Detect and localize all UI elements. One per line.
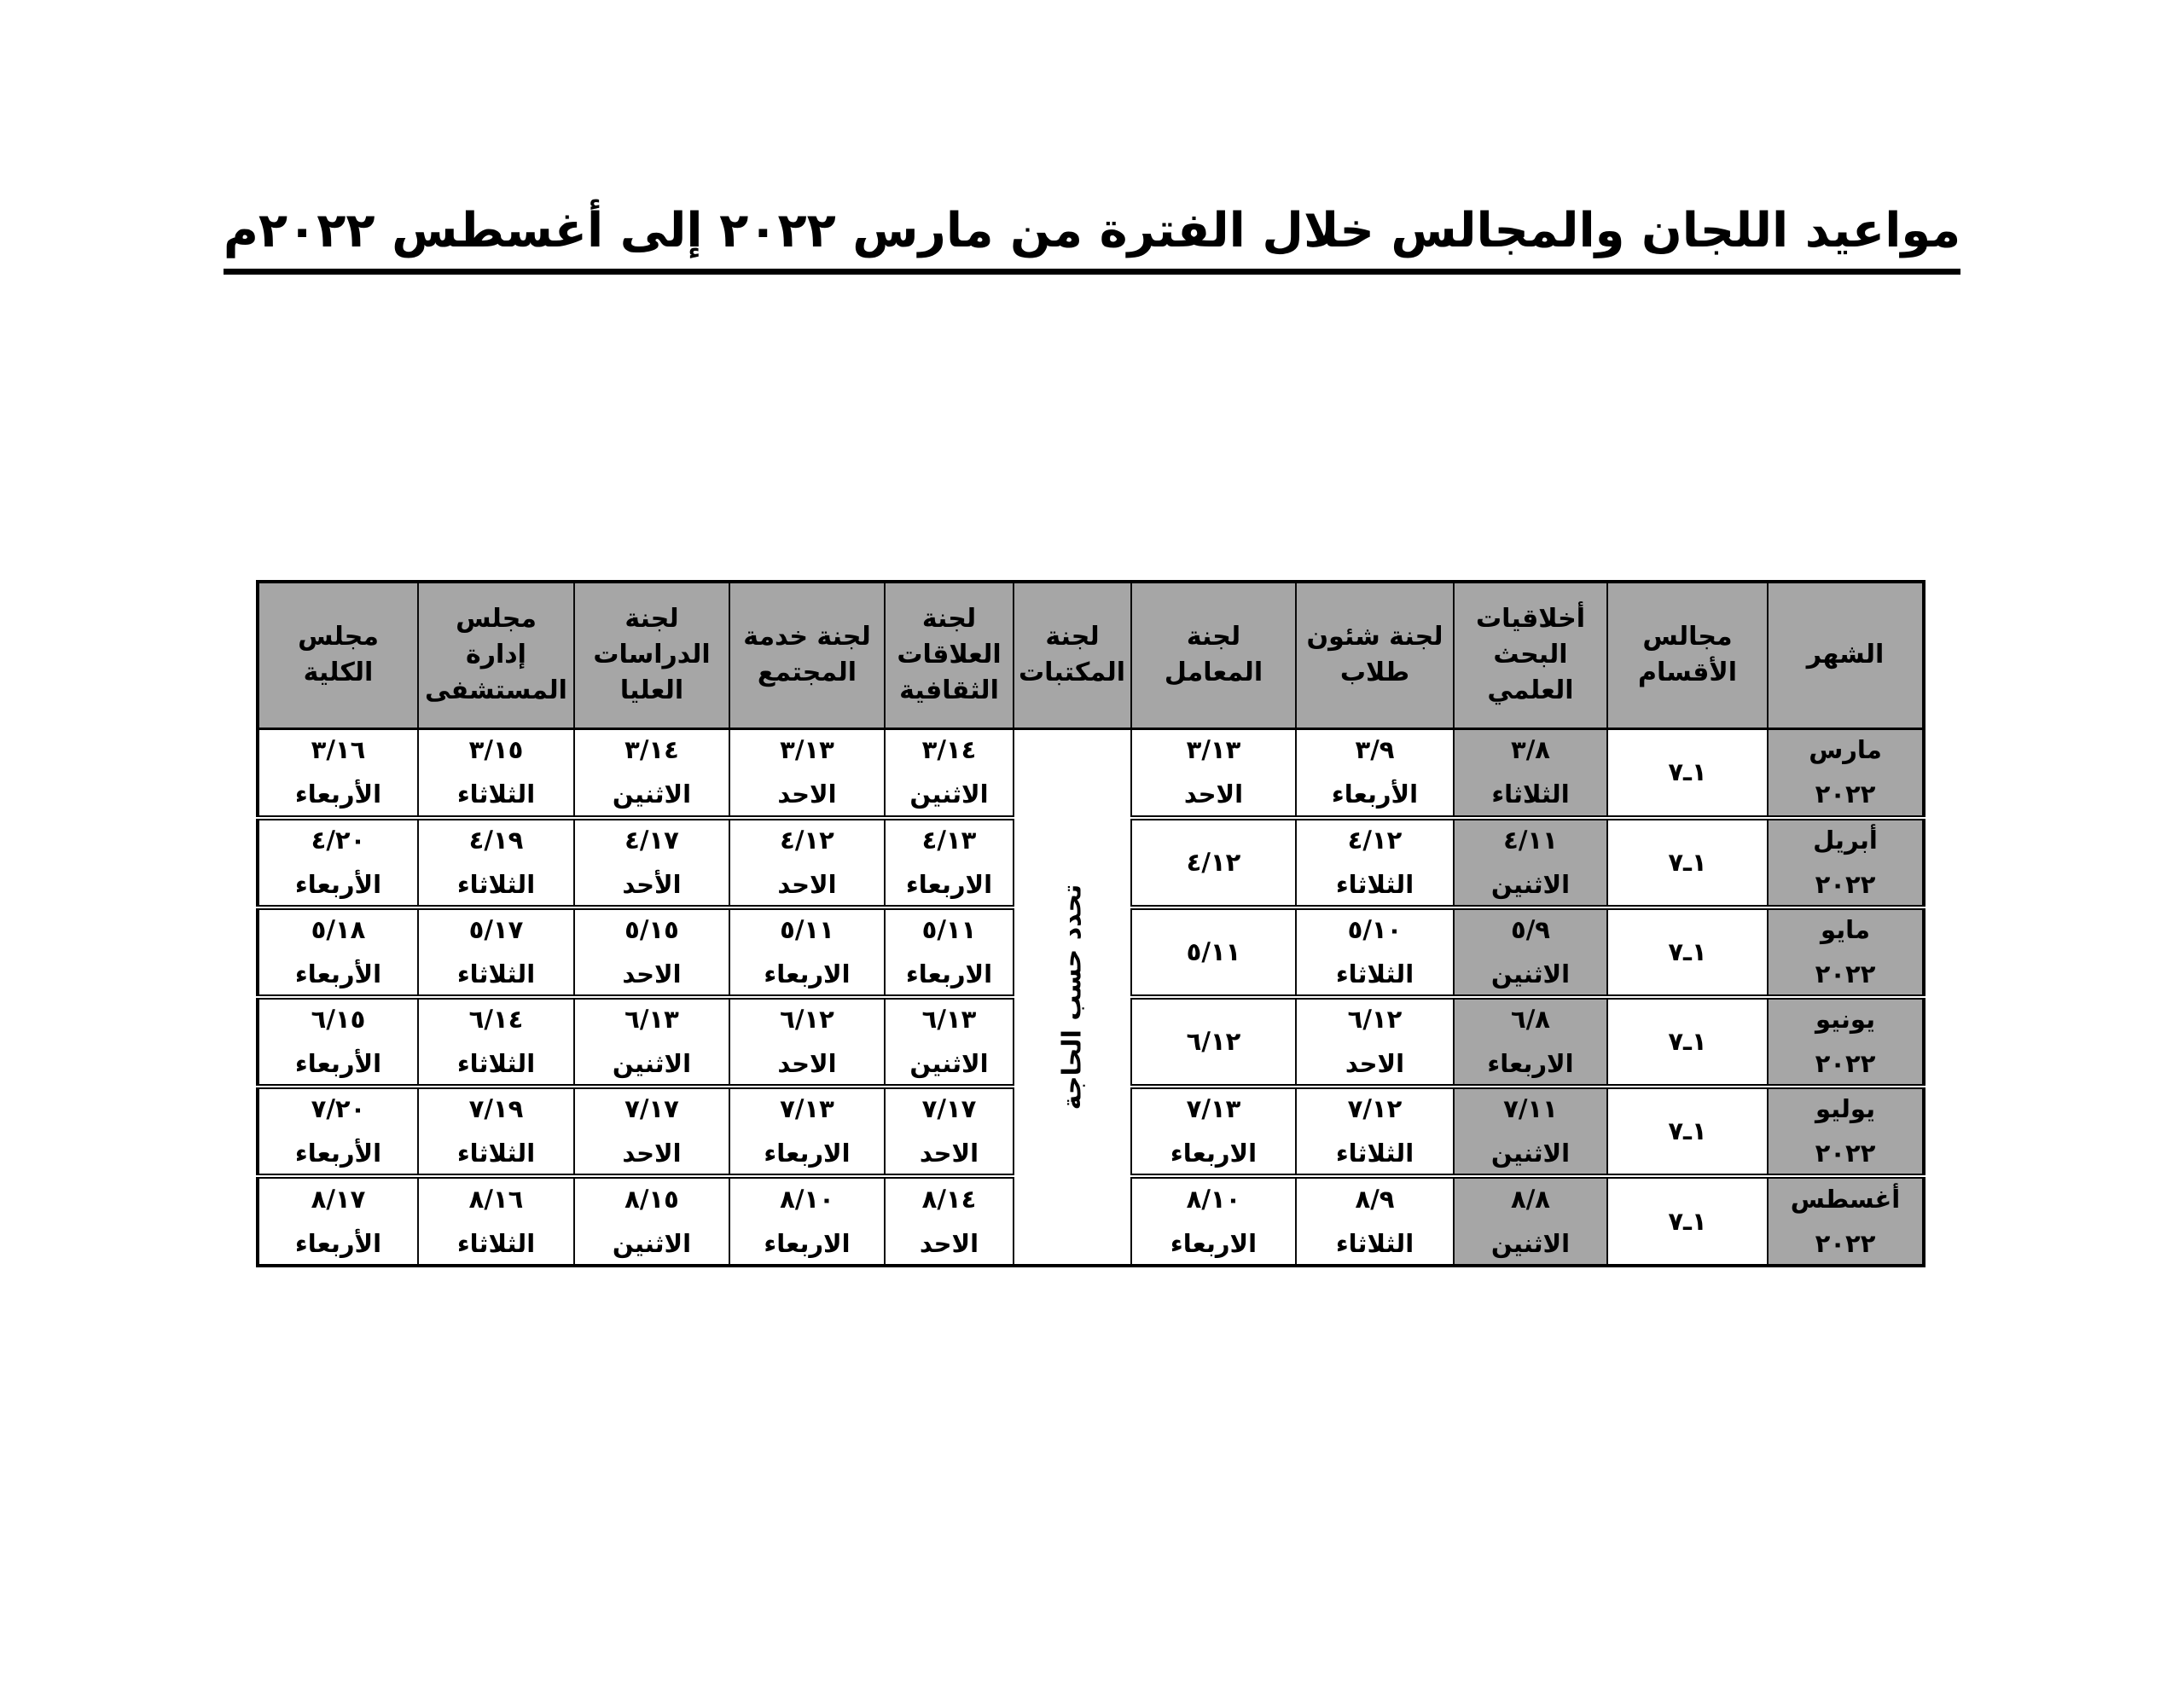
cell-students: ٦/١٢ الاحد — [1296, 997, 1454, 1087]
col-header-label: لجنة خدمة المجتمع — [743, 622, 871, 688]
cell-dept-councils: ١ـ٧ — [1607, 907, 1768, 997]
col-header-label: الشهر — [1806, 640, 1885, 670]
cell-college: ٥/١٨ الأربعاء — [258, 907, 418, 997]
cell-hospital: ٨/١٦ الثلاثاء — [418, 1176, 574, 1266]
table-row-march — [258, 728, 1924, 818]
cell-hospital: ٤/١٩ الثلاثاء — [418, 818, 574, 907]
cell-ethics: ٨/٨ الاثنين — [1454, 1176, 1607, 1266]
cell-cultural: ٥/١١ الاربعاء — [885, 907, 1014, 997]
cell-cultural: ٣/١٤ الاثنين — [885, 728, 1014, 818]
cell-libraries-note — [1014, 728, 1131, 1266]
cell-month: أبريل ٢٠٢٢ — [1768, 818, 1924, 907]
cell-labs: ٤/١٢ — [1131, 818, 1296, 907]
cell-ethics: ٣/٨ الثلاثاء — [1454, 728, 1607, 818]
cell-ethics: ٤/١١ الاثنين — [1454, 818, 1607, 907]
cell-college: ٣/١٦ الأربعاء — [258, 728, 418, 818]
cell-dept-councils: ١ـ٧ — [1607, 1087, 1768, 1176]
page-title-text: مواعيد اللجان والمجالس خلال الفترة من مارس ٢٠٢٢ إلى أغسطس ٢٠٢٢م — [224, 203, 1960, 275]
cell-postgrad: ٤/١٧ الأحد — [574, 818, 729, 907]
cell-labs: ٨/١٠ الاربعاء — [1131, 1176, 1296, 1266]
cell-cultural: ٤/١٣ الاربعاء — [885, 818, 1014, 907]
cell-college: ٤/٢٠ الأربعاء — [258, 818, 418, 907]
cell-labs: ٥/١١ — [1131, 907, 1296, 997]
cell-community: ٣/١٣ الاحد — [729, 728, 885, 818]
col-header-hospital — [418, 582, 574, 728]
header-row — [258, 582, 1924, 728]
schedule-table-wrap — [256, 580, 1926, 1267]
cell-community: ٧/١٣ الاربعاء — [729, 1087, 885, 1176]
cell-labs: ٧/١٣ الاربعاء — [1131, 1087, 1296, 1176]
col-header-label: لجنة المعامل — [1164, 622, 1263, 688]
col-header-label: مجلس إدارة المستشفى — [425, 604, 567, 706]
cell-month: مايو ٢٠٢٢ — [1768, 907, 1924, 997]
cell-community: ٨/١٠ الاربعاء — [729, 1176, 885, 1266]
cell-postgrad: ٣/١٤ الاثنين — [574, 728, 729, 818]
col-header-label: لجنة العلاقات الثقافية — [897, 604, 1002, 706]
col-header-label: لجنة الدراسات العليا — [593, 604, 711, 706]
libraries-note-vertical-text: تحدد حسب الحاجة — [1057, 884, 1088, 1110]
cell-postgrad: ٨/١٥ الاثنين — [574, 1176, 729, 1266]
cell-students: ٨/٩ الثلاثاء — [1296, 1176, 1454, 1266]
cell-dept-councils: ١ـ٧ — [1607, 818, 1768, 907]
col-header-ethics — [1454, 582, 1607, 728]
col-header-libraries — [1014, 582, 1131, 728]
cell-ethics: ٧/١١ الاثنين — [1454, 1087, 1607, 1176]
cell-ethics: ٥/٩ الاثنين — [1454, 907, 1607, 997]
col-header-month — [1768, 582, 1924, 728]
col-header-label: أخلاقيات البحث العلمي — [1476, 604, 1585, 706]
cell-cultural: ٧/١٧ الاحد — [885, 1087, 1014, 1176]
cell-month: يونيو ٢٠٢٢ — [1768, 997, 1924, 1087]
col-header-cultural — [885, 582, 1014, 728]
cell-labs: ٣/١٣ الاحد — [1131, 728, 1296, 818]
cell-dept-councils: ١ـ٧ — [1607, 997, 1768, 1087]
cell-month: مارس ٢٠٢٢ — [1768, 728, 1924, 818]
cell-labs: ٦/١٢ — [1131, 997, 1296, 1087]
cell-hospital: ٣/١٥ الثلاثاء — [418, 728, 574, 818]
cell-community: ٥/١١ الاربعاء — [729, 907, 885, 997]
cell-month: يوليو ٢٠٢٢ — [1768, 1087, 1924, 1176]
col-header-labs — [1131, 582, 1296, 728]
cell-community: ٦/١٢ الاحد — [729, 997, 885, 1087]
cell-students: ٣/٩ الأربعاء — [1296, 728, 1454, 818]
cell-hospital: ٥/١٧ الثلاثاء — [418, 907, 574, 997]
cell-students: ٧/١٢ الثلاثاء — [1296, 1087, 1454, 1176]
cell-month: أغسطس ٢٠٢٢ — [1768, 1176, 1924, 1266]
cell-college: ٦/١٥ الأربعاء — [258, 997, 418, 1087]
cell-dept-councils: ١ـ٧ — [1607, 1176, 1768, 1266]
cell-hospital: ٦/١٤ الثلاثاء — [418, 997, 574, 1087]
cell-cultural: ٦/١٣ الاثنين — [885, 997, 1014, 1087]
cell-community: ٤/١٢ الاحد — [729, 818, 885, 907]
page-title — [0, 203, 2184, 275]
cell-students: ٤/١٢ الثلاثاء — [1296, 818, 1454, 907]
col-header-label: مجالس الأقسام — [1637, 622, 1738, 688]
cell-ethics: ٦/٨ الاربعاء — [1454, 997, 1607, 1087]
cell-college: ٧/٢٠ الأربعاء — [258, 1087, 418, 1176]
cell-postgrad: ٦/١٣ الاثنين — [574, 997, 729, 1087]
col-header-students — [1296, 582, 1454, 728]
cell-postgrad: ٧/١٧ الاحد — [574, 1087, 729, 1176]
cell-cultural: ٨/١٤ الاحد — [885, 1176, 1014, 1266]
col-header-label: لجنة شئون طلاب — [1306, 622, 1443, 688]
col-header-college — [258, 582, 418, 728]
cell-students: ٥/١٠ الثلاثاء — [1296, 907, 1454, 997]
col-header-postgrad — [574, 582, 729, 728]
cell-dept-councils: ١ـ٧ — [1607, 728, 1768, 818]
col-header-label: مجلس الكلية — [298, 622, 379, 688]
cell-college: ٨/١٧ الأربعاء — [258, 1176, 418, 1266]
col-header-dept-councils — [1607, 582, 1768, 728]
schedule-table — [256, 580, 1926, 1267]
cell-hospital: ٧/١٩ الثلاثاء — [418, 1087, 574, 1176]
cell-postgrad: ٥/١٥ الاحد — [574, 907, 729, 997]
col-header-community — [729, 582, 885, 728]
col-header-label: لجنة المكتبات — [1018, 622, 1125, 688]
